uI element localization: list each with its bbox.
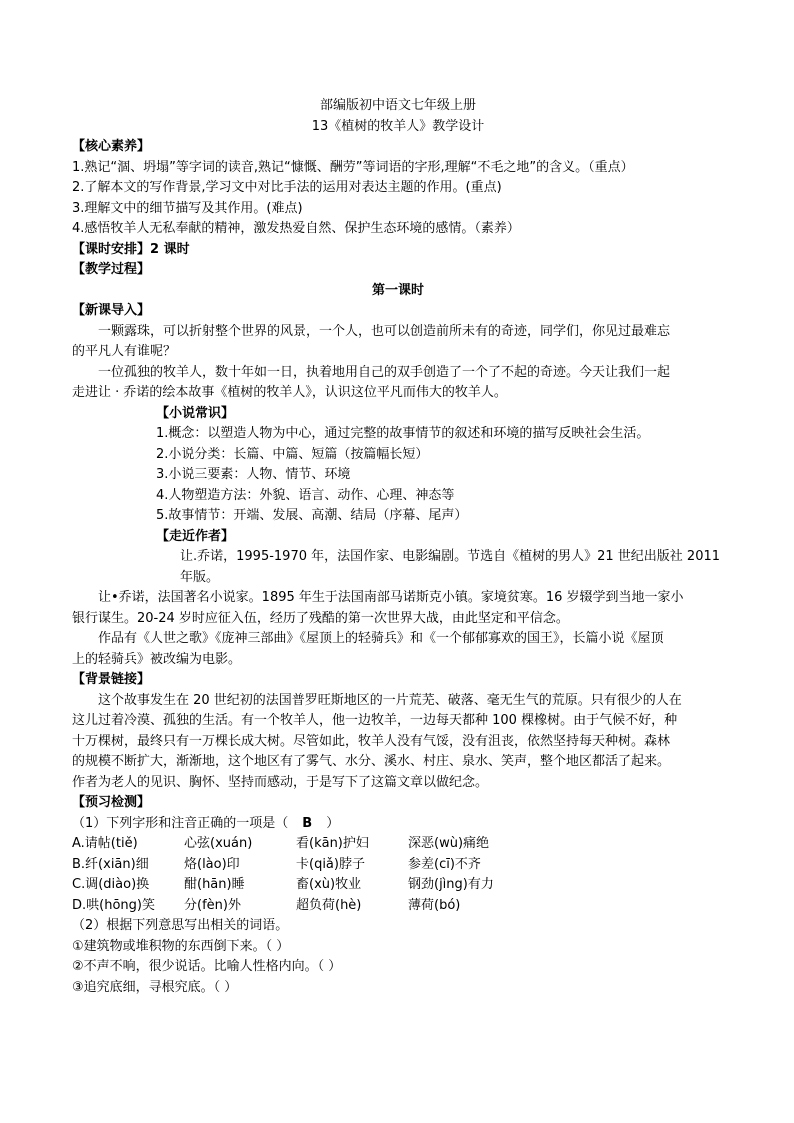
- option-cell: 分(fèn)外: [184, 897, 241, 913]
- option-cell: 深恶(wù)痛绝: [408, 836, 490, 851]
- author-line1: 让.乔诺，1995-1970 年，法国作家、电影编剧。节选自《植树的男人》21 世纪出版社 2011: [180, 549, 721, 564]
- author-p1-line1: 让•乔诺，法国著名小说家。1895 年生于法国南部马诺斯克小镇。家境贫寒。16 岁辍学到当地一家小: [98, 590, 684, 605]
- process-heading: 【教学过程】: [72, 262, 151, 277]
- author-p2-line1: 作品有《人世之歌》《庞神三部曲》《屋顶上的轻骑兵》和《一个郁郁寡欢的国王》，长篇小说《屋顶: [98, 631, 664, 646]
- core-item-3: 3.理解文中的细节描写及其作用。(难点): [72, 200, 303, 216]
- intro-heading: 【新课导入】: [72, 303, 151, 318]
- novel-item-1: 1.概念：以塑造人物为中心，通过完整的故事情节的叙述和环境的描写反映社会生活。: [156, 426, 650, 441]
- core-heading: 【核心素养】: [72, 139, 151, 154]
- option-cell: C.调(diào)换: [72, 877, 150, 892]
- core-item-4: 4.感悟牧羊人无私奉献的精神，激发热爱自然、保护生态环境的感情。（素养）: [72, 221, 520, 236]
- option-cell: 钢劲(jìng)有力: [408, 877, 494, 892]
- option-cell: B.纤(xiān)细: [72, 856, 149, 872]
- novel-item-4: 4.人物塑造方法：外貌、语言、动作、心理、神态等: [156, 487, 455, 503]
- novel-heading: 【小说常识】: [156, 405, 235, 421]
- preview-sub-3: ③追究底细，寻根究底。（ ）: [72, 979, 238, 995]
- document-page: [72, 96, 724, 998]
- option-row-d: [72, 896, 724, 917]
- schedule-heading: 【课时安排】: [72, 241, 151, 257]
- option-cell: 超负荷(hè): [296, 897, 362, 913]
- author-heading: 【走近作者】: [156, 528, 235, 544]
- background-line3: 十万棵树，最终只有一万棵长成大树。尽管如此，牧羊人没有气馁，没有沮丧，依然坚持每天种树。森林: [72, 733, 671, 749]
- background-heading: 【背景链接】: [72, 672, 151, 687]
- core-item-2: 2.了解本文的写作背景,学习文中对比手法的运用对表达主题的作用。(重点): [72, 180, 502, 195]
- option-cell: 酣(hān)睡: [184, 877, 245, 892]
- novel-item-3: 3.小说三要素：人物、情节、环境: [156, 467, 351, 482]
- preview-q1-prefix: （1）下列字形和注音正确的一项是（: [72, 815, 289, 831]
- option-cell: 烙(lào)印: [184, 856, 240, 872]
- intro-p1-line1: 一颗露珠，可以折射整个世界的风景，一个人，也可以创造前所未有的奇迹，同学们，你见过最难忘: [98, 323, 671, 339]
- preview-q1-answer: B: [302, 815, 313, 831]
- author-line2: 年版。: [180, 569, 220, 585]
- schedule-value: 2 课时: [150, 241, 190, 257]
- preview-sub-1: ①建筑物或堆积物的东西倒下来。（ ）: [72, 938, 290, 954]
- preview-sub-2: ②不声不响，很少说话。比喻人性格内向。（ ）: [72, 959, 342, 974]
- option-row-a: [72, 834, 724, 855]
- preview-q1-suffix: ）: [326, 815, 340, 831]
- author-p2-line2: 上的轻骑兵》被改编为电影。: [72, 651, 242, 667]
- option-cell: 薄荷(bó): [408, 897, 461, 913]
- background-line4: 的规模不断扩大，渐渐地，这个地区有了雾气、水分、溪水、村庄、泉水、笑声，整个地区都活了起来。: [72, 754, 671, 769]
- doc-title-line1: 部编版初中语文七年级上册: [319, 98, 476, 113]
- core-item-1: 1.熟记“涸、坍塌”等字词的读音,熟记“慷慨、酬劳”等词语的字形,理解“不毛之地”的含义。（重点）: [72, 159, 634, 175]
- doc-title-line2: 13《植树的牧羊人》教学设计: [311, 118, 485, 134]
- option-cell: 畜(xù)牧业: [296, 877, 362, 892]
- option-cell: A.请帖(tiě): [72, 836, 138, 851]
- option-cell: 看(kān)护妇: [296, 836, 369, 851]
- option-cell: 卡(qiǎ)脖子: [296, 856, 365, 872]
- preview-heading: 【预习检测】: [72, 795, 151, 810]
- novel-item-2: 2.小说分类：长篇、中篇、短篇（按篇幅长短）: [156, 446, 429, 462]
- preview-q1: [72, 814, 724, 835]
- option-cell: 心弦(xuán): [184, 836, 253, 851]
- preview-q2: （2）根据下列意思写出相关的词语。: [72, 918, 289, 933]
- intro-p2-line1: 一位孤独的牧羊人，数十年如一日，执着地用自己的双手创造了一个了不起的奇迹。今天让我们一起: [98, 364, 671, 380]
- background-line1: 这个故事发生在 20 世纪初的法国普罗旺斯地区的一片荒芜、破落、毫无生气的荒原。只有很少的人在: [98, 692, 682, 708]
- intro-p1-line2: 的平凡人有谁呢？: [72, 344, 177, 359]
- option-row-b: [72, 855, 724, 876]
- option-cell: 参差(cī)不齐: [408, 856, 481, 872]
- background-line2: 这儿过着冷漠、孤独的生活。有一个牧羊人，他一边牧羊，一边每天都种 100 棵橡树。由于气候不好，种: [72, 713, 678, 728]
- author-p1-line2: 银行谋生。20-24 岁时应征入伍，经历了残酷的第一次世界大战，由此坚定和平信念。: [72, 610, 569, 626]
- lesson1-title: 第一课时: [371, 282, 424, 298]
- background-line5: 作者为老人的见识、胸怀、坚持而感动，于是写下了这篇文章以做纪念。: [72, 774, 489, 790]
- schedule-line: [72, 240, 724, 261]
- intro-p2-line2: 走进让 · 乔诺的绘本故事《植树的牧羊人》，认识这位平凡而伟大的牧羊人。: [72, 385, 507, 400]
- option-cell: D.哄(hōng)笑: [72, 897, 155, 913]
- novel-item-5: 5.故事情节：开端、发展、高潮、结局（序幕、尾声）: [156, 508, 468, 523]
- option-row-c: [72, 875, 724, 896]
